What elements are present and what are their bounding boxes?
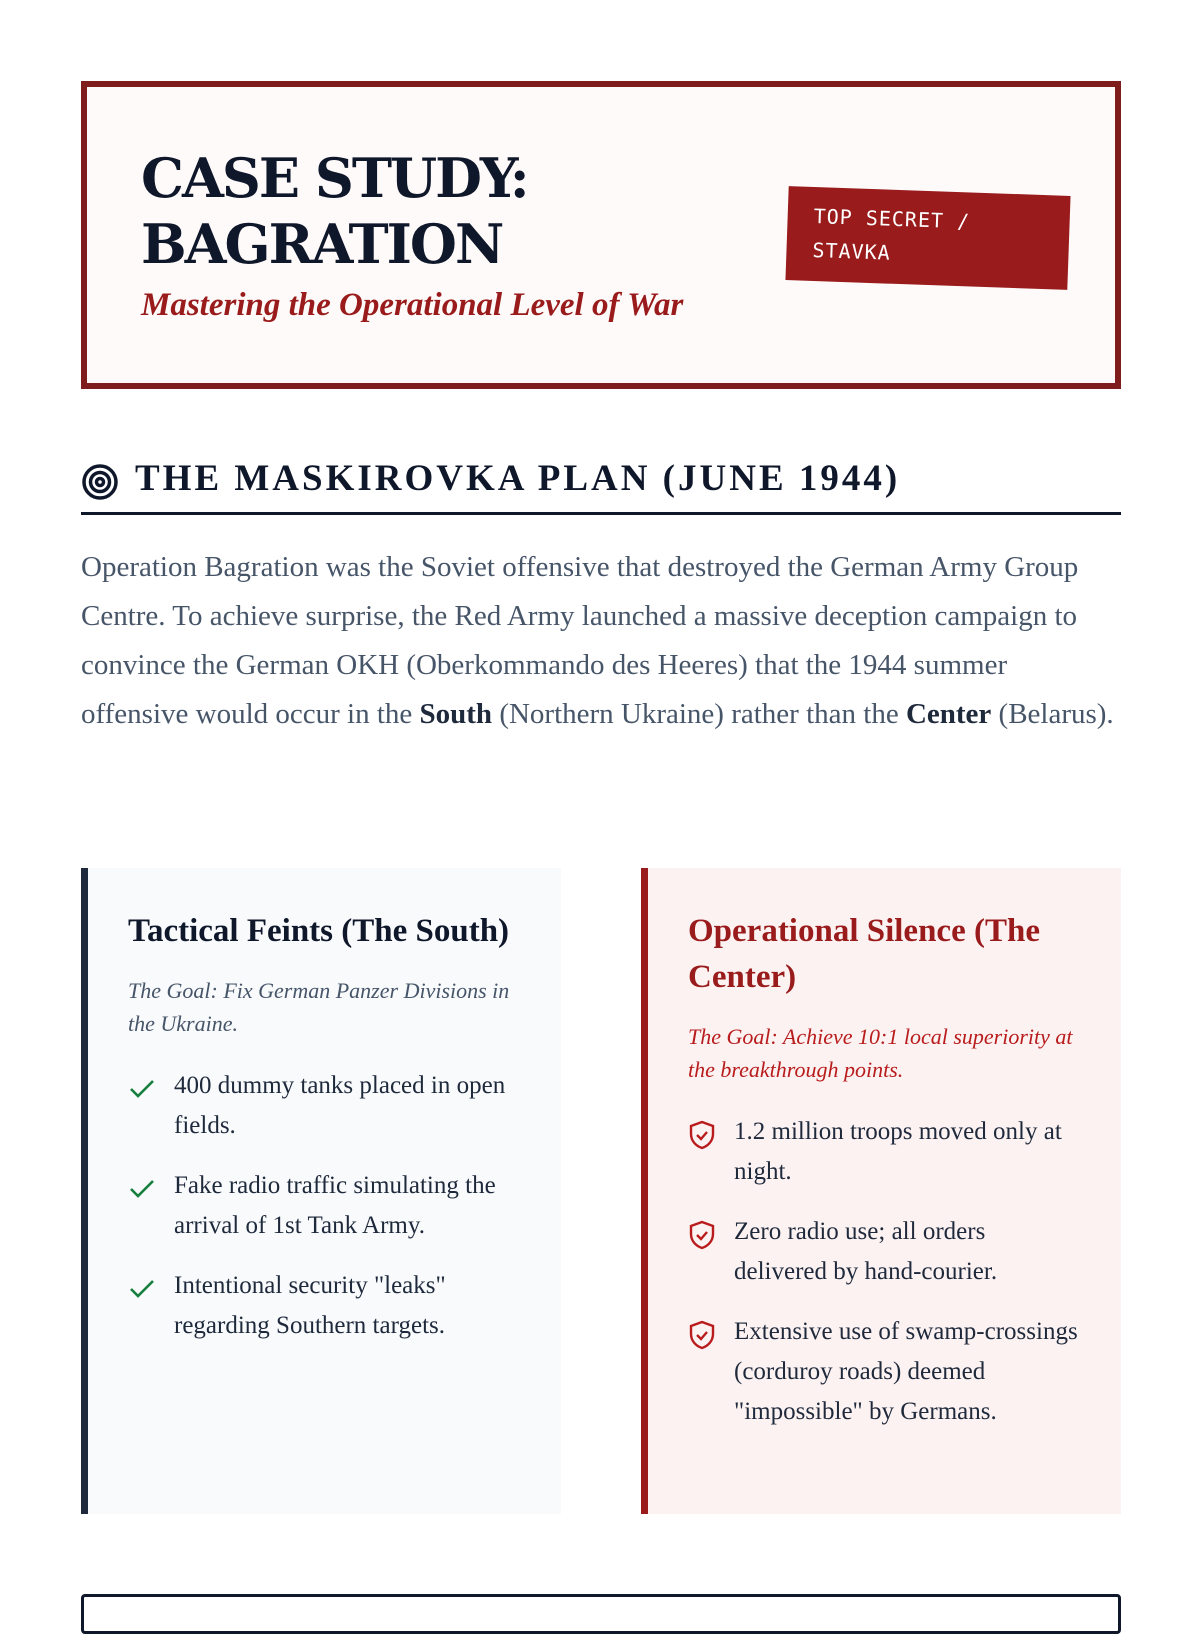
shield-check-icon: [688, 1320, 716, 1363]
check-icon: [128, 1274, 156, 1314]
intro-text: (Belarus).: [991, 698, 1114, 730]
list-item-text: Extensive use of swamp-crossings (corduroy roads) deemed "impossible" by Germans.: [734, 1318, 1078, 1425]
section-header: [81, 455, 1121, 515]
next-section-box: [81, 1594, 1121, 1634]
card-operational-silence: [641, 868, 1121, 1514]
list-item-text: Intentional security "leaks" regarding Southern targets.: [174, 1272, 446, 1339]
list-item: [688, 1112, 1081, 1192]
classification-stamp: TOP SECRET / STAVKA: [785, 186, 1070, 290]
intro-paragraph: [81, 543, 1121, 739]
list-item: [688, 1212, 1081, 1292]
shield-check-icon: [688, 1220, 716, 1263]
card-goal: The Goal: Fix German Panzer Divisions in the Ukraine.: [128, 978, 510, 1036]
intro-emphasis-center: Center: [905, 698, 992, 730]
target-icon: [81, 463, 119, 506]
feint-list: [128, 1066, 521, 1346]
list-item-text: Fake radio traffic simulating the arrival of 1st Tank Army.: [174, 1172, 496, 1239]
list-item: [688, 1312, 1081, 1432]
list-item-text: 400 dummy tanks placed in open fields.: [174, 1072, 506, 1139]
list-item: [128, 1266, 521, 1346]
shield-check-icon: [688, 1120, 716, 1163]
list-item: [128, 1166, 521, 1246]
intro-emphasis-south: South: [419, 698, 493, 730]
list-item-text: 1.2 million troops moved only at night.: [734, 1118, 1062, 1185]
card-title: Operational Silence (The Center): [688, 913, 1040, 995]
header-banner: [81, 81, 1121, 389]
page-title: CASE STUDY: BAGRATION: [141, 146, 528, 276]
page-subtitle: Mastering the Operational Level of War: [141, 287, 684, 323]
intro-text: Operation Bagration was the Soviet offensive that destroyed the German Army Group Centre. To achieve surprise, the Red Army launched a massive deception campaign to convince the German OKH (Oberkommando des Heeres) that the 1944 summer offensive would occur in the: [81, 551, 1079, 730]
silence-list: [688, 1112, 1081, 1432]
check-icon: [128, 1074, 156, 1114]
list-item: [128, 1066, 521, 1146]
intro-text: (Northern Ukraine) rather than the: [492, 698, 906, 730]
section-title: THE MASKIROVKA PLAN (JUNE 1944): [135, 458, 901, 499]
card-title: Tactical Feints (The South): [128, 913, 510, 949]
card-goal: The Goal: Achieve 10:1 local superiority at the breakthrough points.: [688, 1024, 1073, 1082]
check-icon: [128, 1174, 156, 1214]
list-item-text: Zero radio use; all orders delivered by hand-courier.: [734, 1218, 998, 1285]
card-tactical-feints: [81, 868, 561, 1514]
